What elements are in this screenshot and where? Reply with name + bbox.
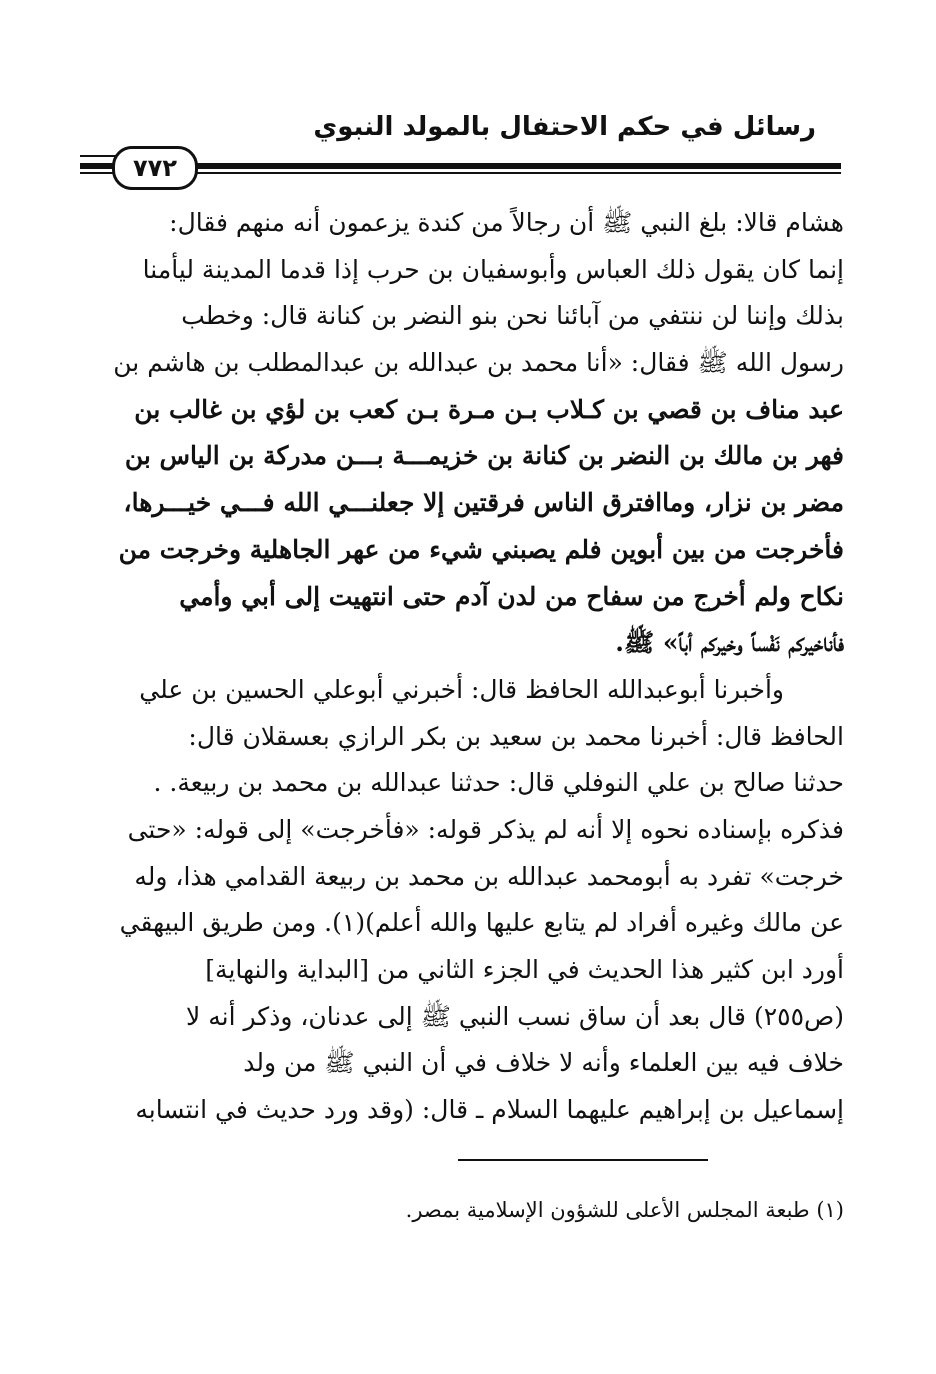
body-line: هشام قالا: بلغ النبي ﷺ أن رجالاً من كندة يزعمون أنه منهم فقال: [169,208,844,237]
body-line: إسماعيل بن إبراهيم عليهما السلام ـ قال: (وقد ورد حديث في انتسابه [135,1095,844,1125]
body-line: خرجت» تفرد به أبومحمد عبدالله بن محمد بن ربيعة القدامي هذا، وله [134,861,844,891]
running-title: رسائل في حكم الاحتفال بالمولد النبوي [313,112,816,142]
body-line: أورد ابن كثير هذا الحديث في الجزء الثاني من [البداية والنهاية] [205,955,844,984]
footnote: (١) طبعة المجلس الأعلى للشؤون الإسلامية بمصر. [405,1198,844,1222]
body-text [92,200,844,1134]
body-line: خلاف فيه بين العلماء وأنه لا خلاف في أن النبي ﷺ من ولد [243,1048,844,1078]
body-line: بذلك وإننا لن ننتفي من آبائنا نحن بنو النضر بن كنانة قال: وخطب [181,301,844,331]
body-line: عبد مناف بن قصي بن كـلاب بـن مـرة بـن كعب بن لؤي بن غالب بن [134,394,844,424]
body-line: رسول الله ﷺ فقال: «أنا محمد بن عبدالله بن عبدالمطلب بن هاشم بن [113,348,844,378]
body-line: حدثنا صالح بن علي النوفلي قال: حدثنا عبدالله بن محمد بن ربيعة. . [153,768,844,798]
body-line: إنما كان يقول ذلك العباس وأبوسفيان بن حرب إذا قدما المدينة ليأمنا [142,254,844,284]
body-line: نكاح ولم أخرج من سفاح من لدن آدم حتى انتهيت إلى أبي وأمي [179,581,844,611]
body-line: فهر بن مالك بن النضر بن كنانة بن خزيمـــة بـــن مدركة بن الياس بن [124,441,844,471]
body-line: عن مالك وغيره أفراد لم يتابع عليها والله أعلم)(١). ومن طريق البيهقي [119,908,844,938]
body-line: الحافظ قال: أخبرنا محمد بن سعيد بن بكر الرازي بعسقلان قال: [188,721,844,751]
body-line: فأناخيركم نَفْساً وخيركم أباً» ﷺ. [615,628,844,658]
body-line: مضر بن نزار، وماافترق الناس فرقتين إلا جعلنـــي الله فـــي خيـــرها، [123,488,844,518]
body-line: وأخبرنا أبوعبدالله الحافظ قال: أخبرني أبوعلي الحسين بن علي [139,674,784,704]
body-line: فذكره بإسناده نحوه إلا أنه لم يذكر قوله: «فأخرجت» إلى قوله: «حتى [127,814,844,844]
page-number: ٧٧٢ [112,146,198,190]
footnote-divider [458,1159,708,1161]
body-line: (ص٢٥٥) قال بعد أن ساق نسب النبي ﷺ إلى عدنان، وذكر أنه لا [186,1001,844,1031]
header-rule-short [80,155,118,157]
body-line: فأخرجت من بين أبوين فلم يصبني شيء من عهر الجاهلية وخرجت من [118,534,844,564]
